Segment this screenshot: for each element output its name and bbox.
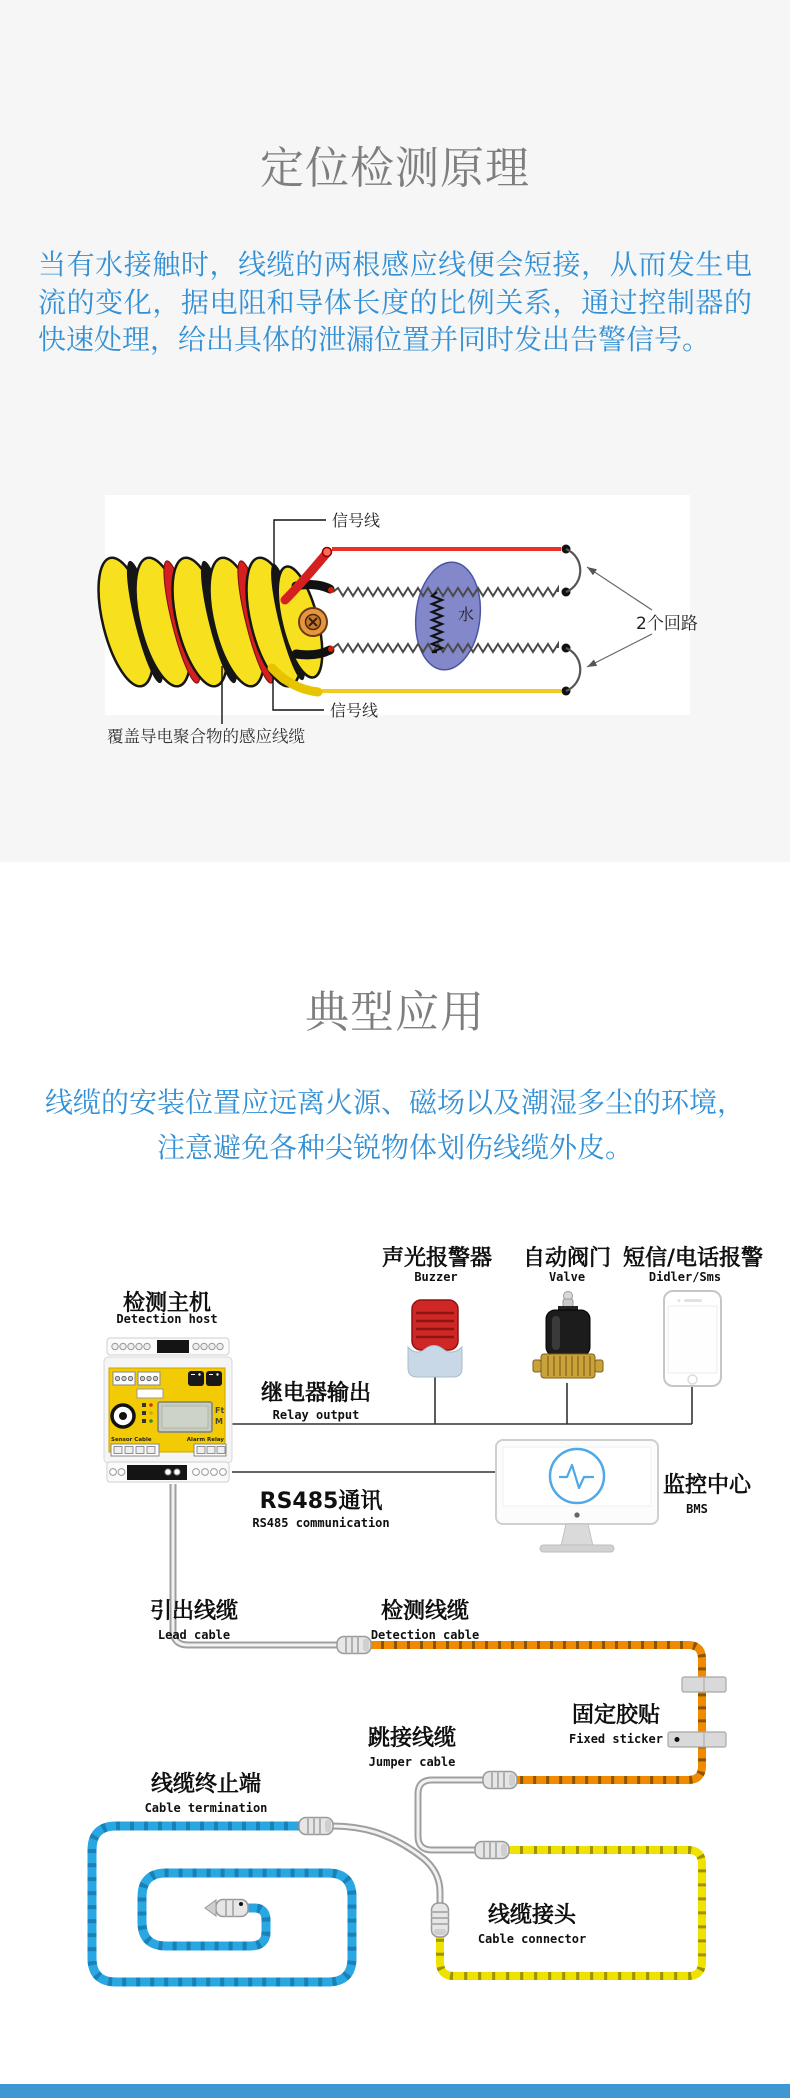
- detection-host-label-en: Detection host: [116, 1312, 218, 1326]
- cable-connector-label-zh: 线缆接头: [487, 1903, 577, 1928]
- detection-cable-label-en: Detection cable: [370, 1628, 480, 1642]
- address-window: [137, 1389, 163, 1398]
- cable-end-cap: [299, 608, 327, 636]
- valve-device: [533, 1292, 603, 1379]
- black-wire-bottom: [296, 650, 330, 655]
- alarm-relay-label: Alarm Relay: [186, 1437, 224, 1443]
- cable-connector-joint: [483, 1772, 517, 1789]
- apple-logo-dot: [574, 1512, 579, 1517]
- relay-output-label-en: Relay output: [272, 1408, 360, 1422]
- valve-label-en: Valve: [548, 1270, 586, 1284]
- detection-host-device: [104, 1338, 232, 1482]
- cable-connector-joint: [432, 1903, 449, 1937]
- buzzer-label-zh: 声光报警器: [381, 1246, 493, 1271]
- sms-alarm-label-zh: 短信/电话报警: [622, 1246, 764, 1271]
- lcd-ft-label: Ft: [215, 1406, 225, 1415]
- valve-label-zh: 自动阀门: [522, 1246, 612, 1271]
- application-title: 典型应用: [305, 987, 485, 1038]
- paragraph-line: 线缆的安装位置应远离火源、磁场以及潮湿多尘的环境，: [44, 1086, 745, 1119]
- signal-wire-top-label: 信号线: [332, 511, 381, 530]
- water-label: 水: [458, 605, 475, 624]
- lead-cable-label-en: Lead cable: [157, 1628, 231, 1642]
- application-paragraph: [0, 1080, 790, 1170]
- red-wire-tip: [323, 548, 332, 557]
- detection-cable-label-zh: 检测线缆: [380, 1599, 470, 1624]
- paragraph-line: 注意避免各种尖锐物体划伤线缆外皮。: [156, 1131, 633, 1164]
- jumper-cable-label-zh: 跳接线缆: [367, 1726, 457, 1751]
- fixed-sticker-label-en: Fixed sticker: [569, 1732, 663, 1746]
- fixed-sticker-label-zh: 固定胶贴: [571, 1703, 661, 1728]
- rs485-label-zh: RS485通讯: [259, 1489, 383, 1514]
- phone-device: [664, 1291, 721, 1386]
- termination-end-plug: [205, 1900, 248, 1917]
- fixed-sticker-clip: [668, 1732, 726, 1747]
- cable-connector-joint: [475, 1842, 509, 1859]
- signal-wire-bottom-label: 信号线: [330, 701, 379, 720]
- cable-termination-label-en: Cable termination: [144, 1801, 268, 1815]
- jumper-cable-path: [418, 1780, 486, 1850]
- application-diagram: [0, 1180, 790, 2085]
- jumper-cable-label-en: Jumper cable: [368, 1755, 456, 1769]
- sensing-cable-coil: [88, 552, 332, 691]
- monitoring-center-label-zh: 监控中心: [662, 1473, 752, 1498]
- paragraph-line: 快速处理，给出具体的泄漏位置并同时发出告警信号。: [38, 323, 711, 356]
- cable-connector-joint: [299, 1818, 333, 1835]
- rs485-label-en: RS485 communication: [252, 1516, 390, 1530]
- lcd-m-label: M: [215, 1417, 223, 1426]
- paragraph-line: 当有水接触时，线缆的两根感应线便会短接，从而发生电: [38, 248, 752, 281]
- principle-diagram: [0, 480, 790, 770]
- wire-core-dot: [328, 646, 334, 652]
- sms-alarm-label-en: Didler/Sms: [648, 1270, 722, 1284]
- monitoring-center-label-en: BMS: [686, 1502, 708, 1516]
- sensor-cable-label: Sensor Cable: [111, 1437, 152, 1443]
- principle-title: 定位检测原理: [260, 143, 530, 194]
- buzzer-device: [408, 1300, 462, 1377]
- paragraph-line: 流的变化，据电阻和导体长度的比例关系，通过控制器的: [38, 285, 752, 319]
- cable-termination-label-zh: 线缆终止端: [150, 1772, 262, 1797]
- relay-output-label-zh: 继电器输出: [260, 1381, 372, 1406]
- principle-paragraph: [38, 246, 752, 359]
- cable-connector-joint: [337, 1637, 371, 1654]
- footer-bar: [0, 2084, 790, 2098]
- sensing-cable-caption: 覆盖导电聚合物的感应线缆: [107, 727, 305, 746]
- lead-cable-label-zh: 引出线缆: [149, 1599, 239, 1624]
- detection-host-label-zh: 检测主机: [122, 1291, 212, 1316]
- monitor-device: [496, 1440, 658, 1552]
- buzzer-label-en: Buzzer: [414, 1270, 458, 1284]
- top-terminal-block: [157, 1340, 189, 1353]
- fixed-sticker-clip: [682, 1677, 726, 1692]
- two-loops-label: 2个回路: [636, 614, 698, 634]
- wire-core-dot: [328, 587, 334, 593]
- cable-connector-label-en: Cable connector: [477, 1932, 587, 1946]
